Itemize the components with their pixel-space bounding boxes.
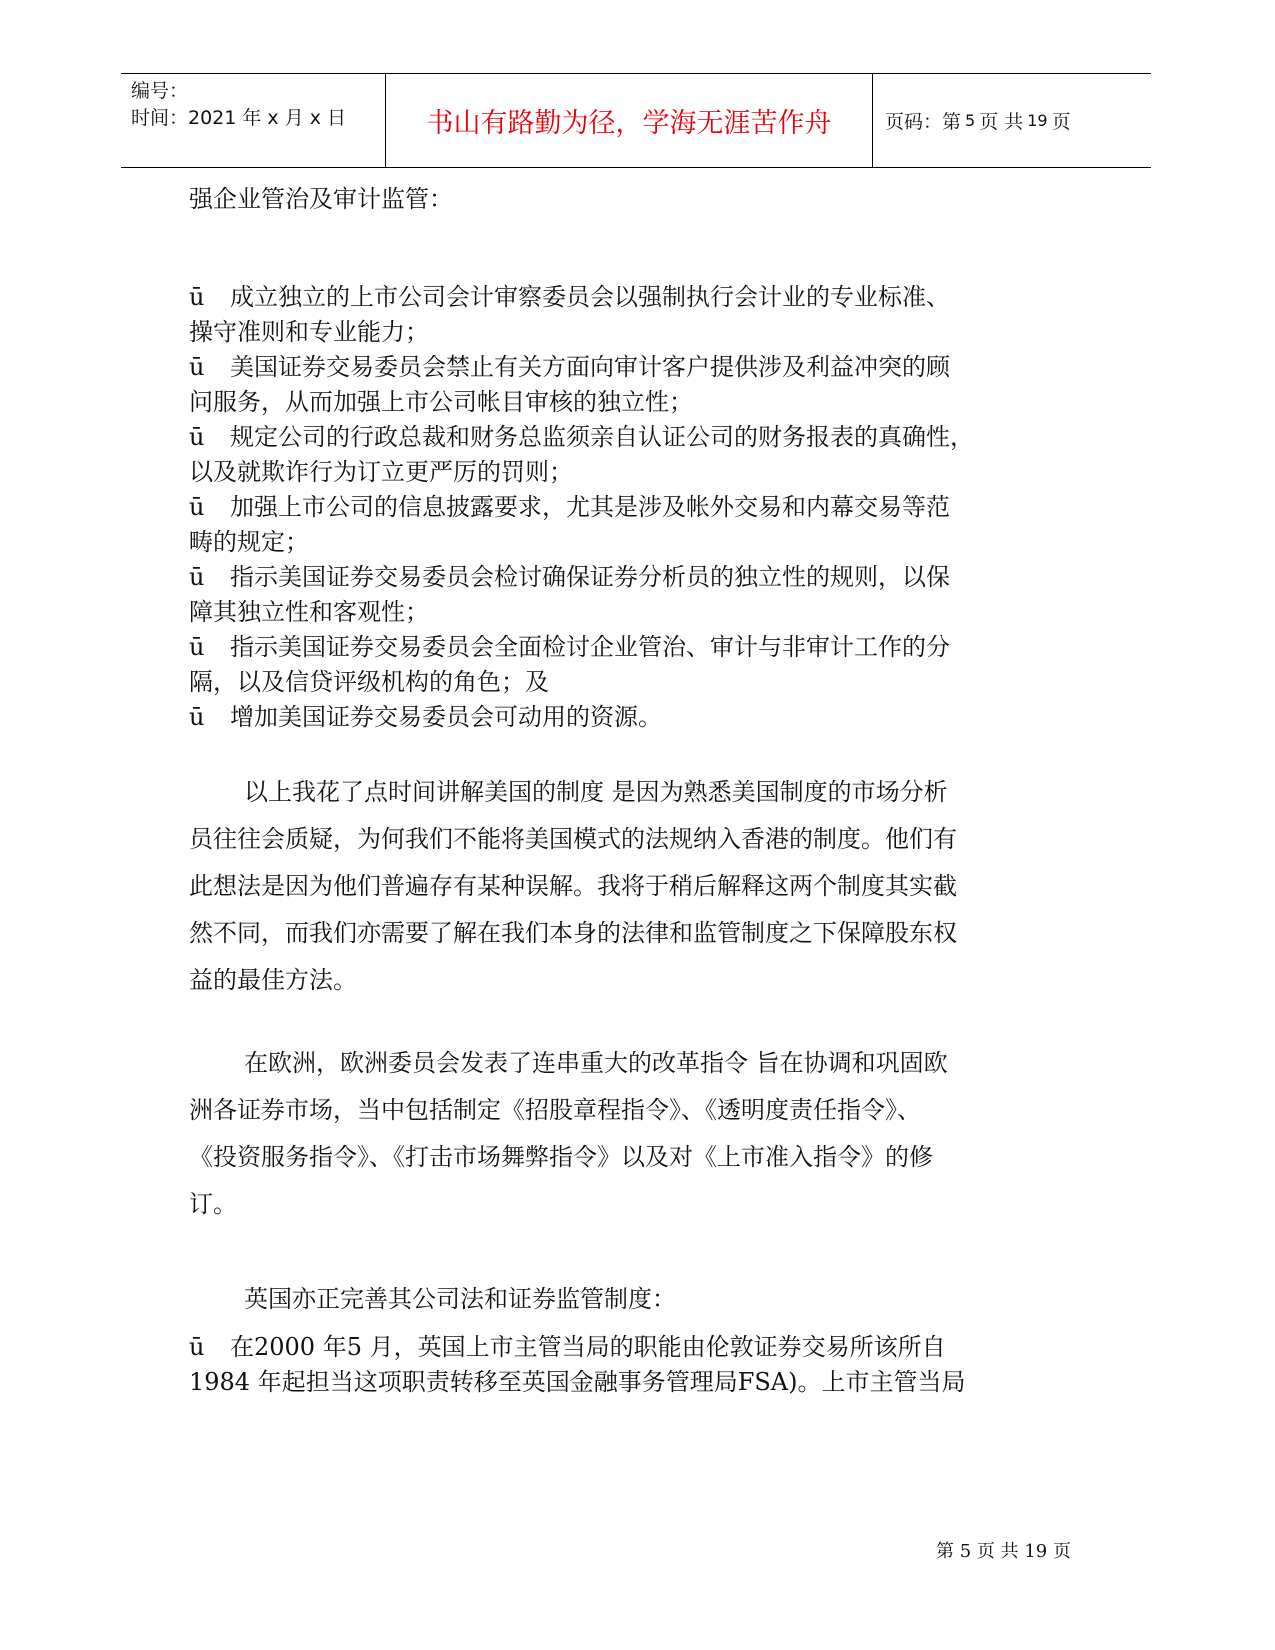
list-item-cont: 问服务，从而加强上市公司帐目审核的独立性； [189,388,693,416]
bullet-icon: ū [189,563,205,591]
bullet-icon: ū [189,633,205,661]
list-item-cont: 1984 年起担当这项职责转移至英国金融事务管理局FSA)。上市主管当局 [189,1368,966,1396]
list-item-text: 指示美国证券交易委员会全面检讨企业管治、审计与非审计工作的分 [230,633,950,661]
list-item-cont: 隔，以及信贷评级机构的角色；及 [189,668,549,696]
list-item [189,700,1119,735]
page-current: 5 [965,111,976,130]
list-item [189,630,1119,665]
list-item-cont: 障其独立性和客观性； [189,598,429,626]
paragraph-line: 英国亦正完善其公司法和证券监管制度： [244,1285,676,1313]
paragraph-line: 员往往会质疑，为何我们不能将美国模式的法规纳入香港的制度。他们有 [189,825,957,853]
list-item-text: 规定公司的行政总裁和财务总监须亲自认证公司的财务报表的真确性， [230,423,974,451]
bullet-icon: ū [189,703,205,731]
paragraph-uk [189,1276,1119,1323]
intro-line [189,176,1119,223]
page-footer: 第 5 页 共 19 页 [936,1541,1071,1562]
paragraph-line: 在欧洲，欧洲委员会发表了连串重大的改革指令 旨在协调和巩固欧 [244,1049,948,1077]
list-item-text: 指示美国证券交易委员会检讨确保证券分析员的独立性的规则，以保 [230,563,950,591]
list-item [189,280,1119,315]
document-header [121,73,1151,168]
paragraph-europe [189,1040,1119,1228]
paragraph-line: 《投资服务指令》、《打击市场舞弊指令》以及对《上市准入指令》的修 [189,1143,933,1171]
paragraph-line: 以上我花了点时间讲解美国的制度 是因为熟悉美国制度的市场分析 [244,778,948,806]
list-item-text: 在2000 年5 月，英国上市主管当局的职能由伦敦证券交易所该所自 [230,1333,946,1361]
paragraph-line: 洲各证券市场，当中包括制定《招股章程指令》、《透明度责任指令》、 [189,1096,921,1124]
list-item [189,420,1119,455]
us-reform-list [189,280,1119,735]
page-mid: 页 共 [979,111,1024,133]
bullet-icon: ū [189,353,205,381]
page-total: 19 [1027,111,1048,130]
paragraph-line: 然不同，而我们亦需要了解在我们本身的法律和监管制度之下保障股东权 [189,919,957,947]
bullet-icon: ū [189,283,205,311]
list-item-cont: 操守准则和专业能力； [189,318,429,346]
page-prefix: 页码：第 [885,111,962,133]
list-item [189,350,1119,385]
list-item [189,560,1119,595]
header-motto: 书山有路勤为径，学海无涯苦作舟 [385,74,873,167]
header-page-info [873,74,1151,167]
doc-number-label: 编号： [131,80,189,102]
list-item-text: 加强上市公司的信息披露要求，尤其是涉及帐外交易和内幕交易等范 [230,493,950,521]
list-item-text: 美国证券交易委员会禁止有关方面向审计客户提供涉及利益冲突的顾 [230,353,950,381]
uk-reform-list [189,1330,1119,1400]
bullet-icon: ū [189,423,205,451]
bullet-icon: ū [189,493,205,521]
list-item-text: 成立独立的上市公司会计审察委员会以强制执行会计业的专业标准、 [230,283,950,311]
list-item [189,490,1119,525]
paragraph-line: 订。 [189,1190,237,1218]
paragraph-line: 益的最佳方法。 [189,966,357,994]
list-item-text: 增加美国证券交易委员会可动用的资源。 [230,703,662,731]
page-suffix: 页 [1051,111,1071,133]
paragraph-us-system [189,769,1119,1004]
list-item [189,1330,1119,1365]
list-item-cont: 以及就欺诈行为订立更严厉的罚则； [189,458,573,486]
header-meta [121,74,385,167]
doc-time-label: 时间：2021 年 x 月 x 日 [131,107,347,129]
list-item-cont: 畴的规定； [189,528,309,556]
intro-text: 强企业管治及审计监管： [189,185,453,213]
paragraph-line: 此想法是因为他们普遍存有某种误解。我将于稍后解释这两个制度其实截 [189,872,957,900]
bullet-icon: ū [189,1333,205,1361]
